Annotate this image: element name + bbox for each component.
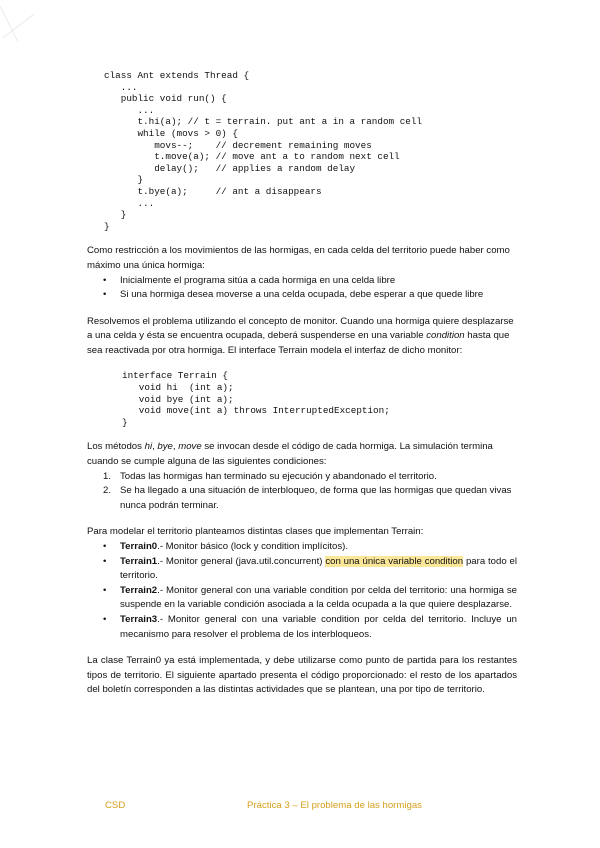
code-class-ant: class Ant extends Thread { ... public void run() { ... t.hi(a); // t = terrain. put ant a in a random cell while (movs > 0) { movs--; // decrement remaining moves t.move(a); // move ant a to random next cell delay(); // applies a random delay } t.bye(a); // ant a disappears ... } } [104,70,423,232]
bullet-marker: • [103,274,107,286]
list-item-terrain3: • Terrain3.- Monitor general con una variable condition por celda del territorio. Incluye un mecanismo para resolver el problema de los interbloqueos. [103,613,517,640]
page-corner-mark [0,0,60,50]
page-body [87,70,517,698]
paragraph-restriction: Como restricción a los movimientos de las hormigas, en cada celda del territorio puede haber como máximo una única hormiga: [87,245,510,271]
bullet-marker: • [103,289,107,301]
list-item-terrain0: • Terrain0.- Monitor básico (lock y condition implícitos). [103,541,349,552]
list-item: 1. Todas las hormigas han terminado su ejecución y abandonado el territorio. [103,470,437,482]
paragraph-methods: Los métodos hi, bye, move se invocan desde el código de cada hormiga. La simulación termina cuando se cumple alguna de las siguientes condiciones: [87,441,493,468]
terrain-classes-list [87,540,517,642]
list-item-terrain2: • Terrain2.- Monitor general con una variable condition por celda del territorio: una hormiga se suspende en la variable condición asociada a la celda ocupada a la que quiere desplazarse. [103,584,517,611]
footer-title: Práctica 3 – El problema de las hormigas [247,800,422,811]
list-item: 2. Se ha llegado a una situación de interbloqueo, de forma que las hormigas que quedan vivas nunca podrán terminar. [103,485,512,511]
paragraph-terrain0-base: La clase Terrain0 ya está implementada, y debe utilizarse como punto de partida para los restantes tipos de territorio. El siguiente apartado presenta el código proporcionado: el resto de los apartados del boletín corresponden a las distintas actividades que se plantean, una por tipo de territorio. [87,655,517,696]
list-item: • Inicialmente el programa sitúa a cada hormiga en una celda libre [87,274,517,289]
list-item-terrain1: • Terrain1.- Monitor general (java.util.concurrent) con una única variable condition para todo el territorio. [103,555,517,582]
restriction-list [87,274,517,303]
highlighted-text: con una única variable condition [325,555,464,567]
termination-conditions-list [87,470,517,514]
footer-course: CSD [105,800,126,811]
paragraph-monitor: Resolvemos el problema utilizando el concepto de monitor. Cuando una hormiga quiere desplazarse a una celda y ésta se encuentra ocupada, deberá suspenderse en una variable condition hasta que sea reactivada por otra hormiga. El interface Terrain modela el interfaz de dicho monitor: [87,315,514,356]
list-item: • Si una hormiga desea moverse a una celda ocupada, debe esperar a que quede libre [87,288,517,303]
code-interface-terrain: interface Terrain { void hi (int a); void bye (int a); void move(int a) throws InterruptedException; } [122,370,390,428]
paragraph-terrains-intro: Para modelar el territorio planteamos distintas clases que implementan Terrain: [87,526,424,538]
